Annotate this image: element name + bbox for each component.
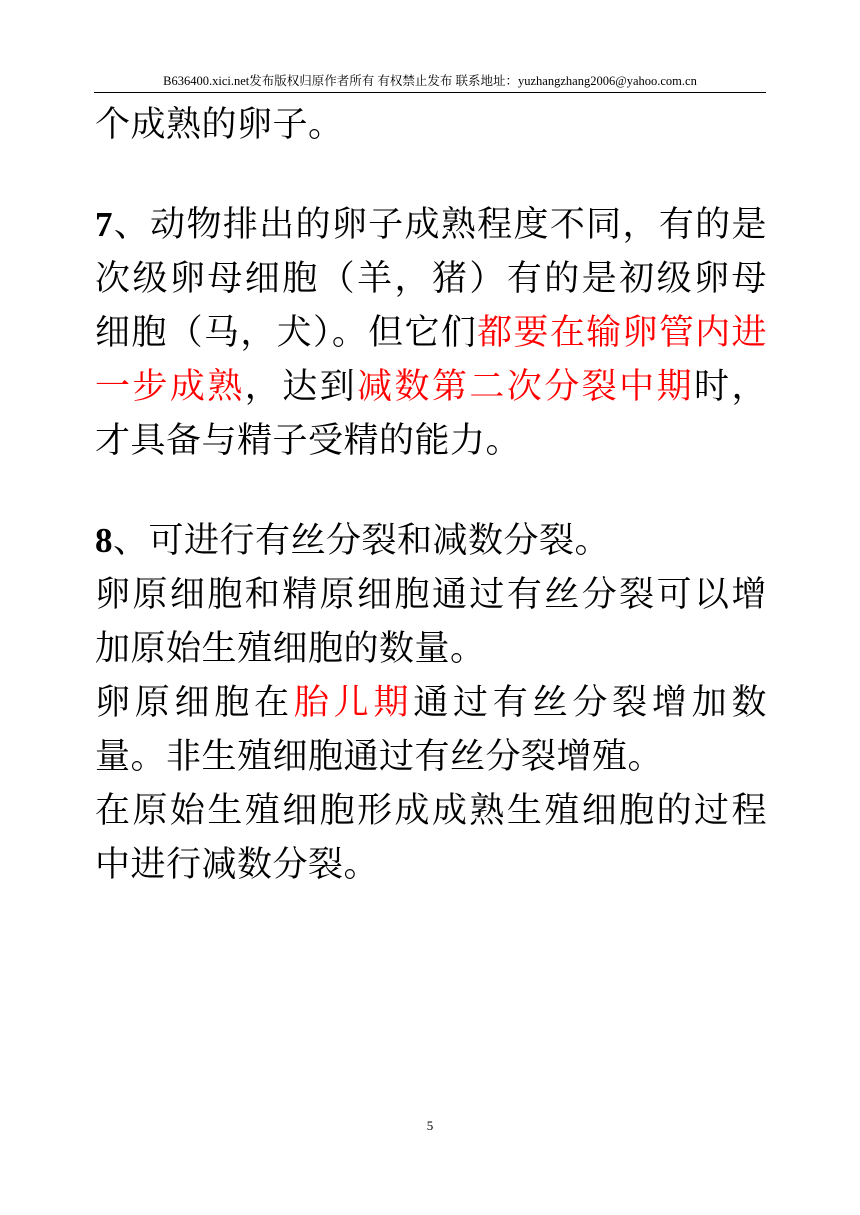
paragraph-7-text-1: 、动物排出的卵子成熟程度不同，有的是次级卵母细胞（羊，猪）有的是初级卵母细胞（马，犬）。但它们 (95, 205, 767, 353)
paragraph-8 (95, 514, 767, 568)
paragraph-7-text-3: 时，才具备与精子受精的能力。 (95, 367, 767, 461)
page-number: 5 (426, 1118, 434, 1133)
paragraph-7-highlight-1: 都要在输卵管内进一步成熟 (95, 313, 767, 407)
paragraph-8-line-3-text-1: 卵原细胞在 (95, 683, 294, 723)
paragraph-8-line-3-highlight: 胎儿期 (293, 683, 414, 723)
paragraph-7-highlight-2: 减数第二次分裂中期 (357, 367, 695, 407)
paragraph-7-text-2: ，达到 (244, 367, 358, 407)
paragraph-8-text: 、可进行有丝分裂和减数分裂。 (113, 521, 611, 561)
paragraph-8-line-2: 卵原细胞和精原细胞通过有丝分裂可以增加原始生殖细胞的数量。 (95, 575, 767, 669)
item-number-8: 8 (95, 521, 113, 560)
document-body (95, 98, 767, 892)
paragraph-spacer (95, 468, 767, 514)
paragraph-8-line-3-text-2: 通过有丝分裂增加数量。非生殖细胞通过有丝分裂增殖。 (95, 683, 767, 777)
paragraph-8-line-4: 在原始生殖细胞形成成熟生殖细胞的过程中进行减数分裂。 (95, 791, 767, 885)
page-header: B636400.xici.net发布版权归原作者所有 有权禁止发布 联系地址：yuzhangzhang2006@yahoo.com.cn (94, 72, 766, 93)
paragraph-intro: 个成熟的卵子。 (95, 105, 344, 145)
paragraph-7 (95, 198, 767, 468)
paragraph-spacer (95, 152, 767, 198)
paragraph-8-line-3 (95, 676, 767, 784)
item-number-7: 7 (95, 205, 113, 244)
